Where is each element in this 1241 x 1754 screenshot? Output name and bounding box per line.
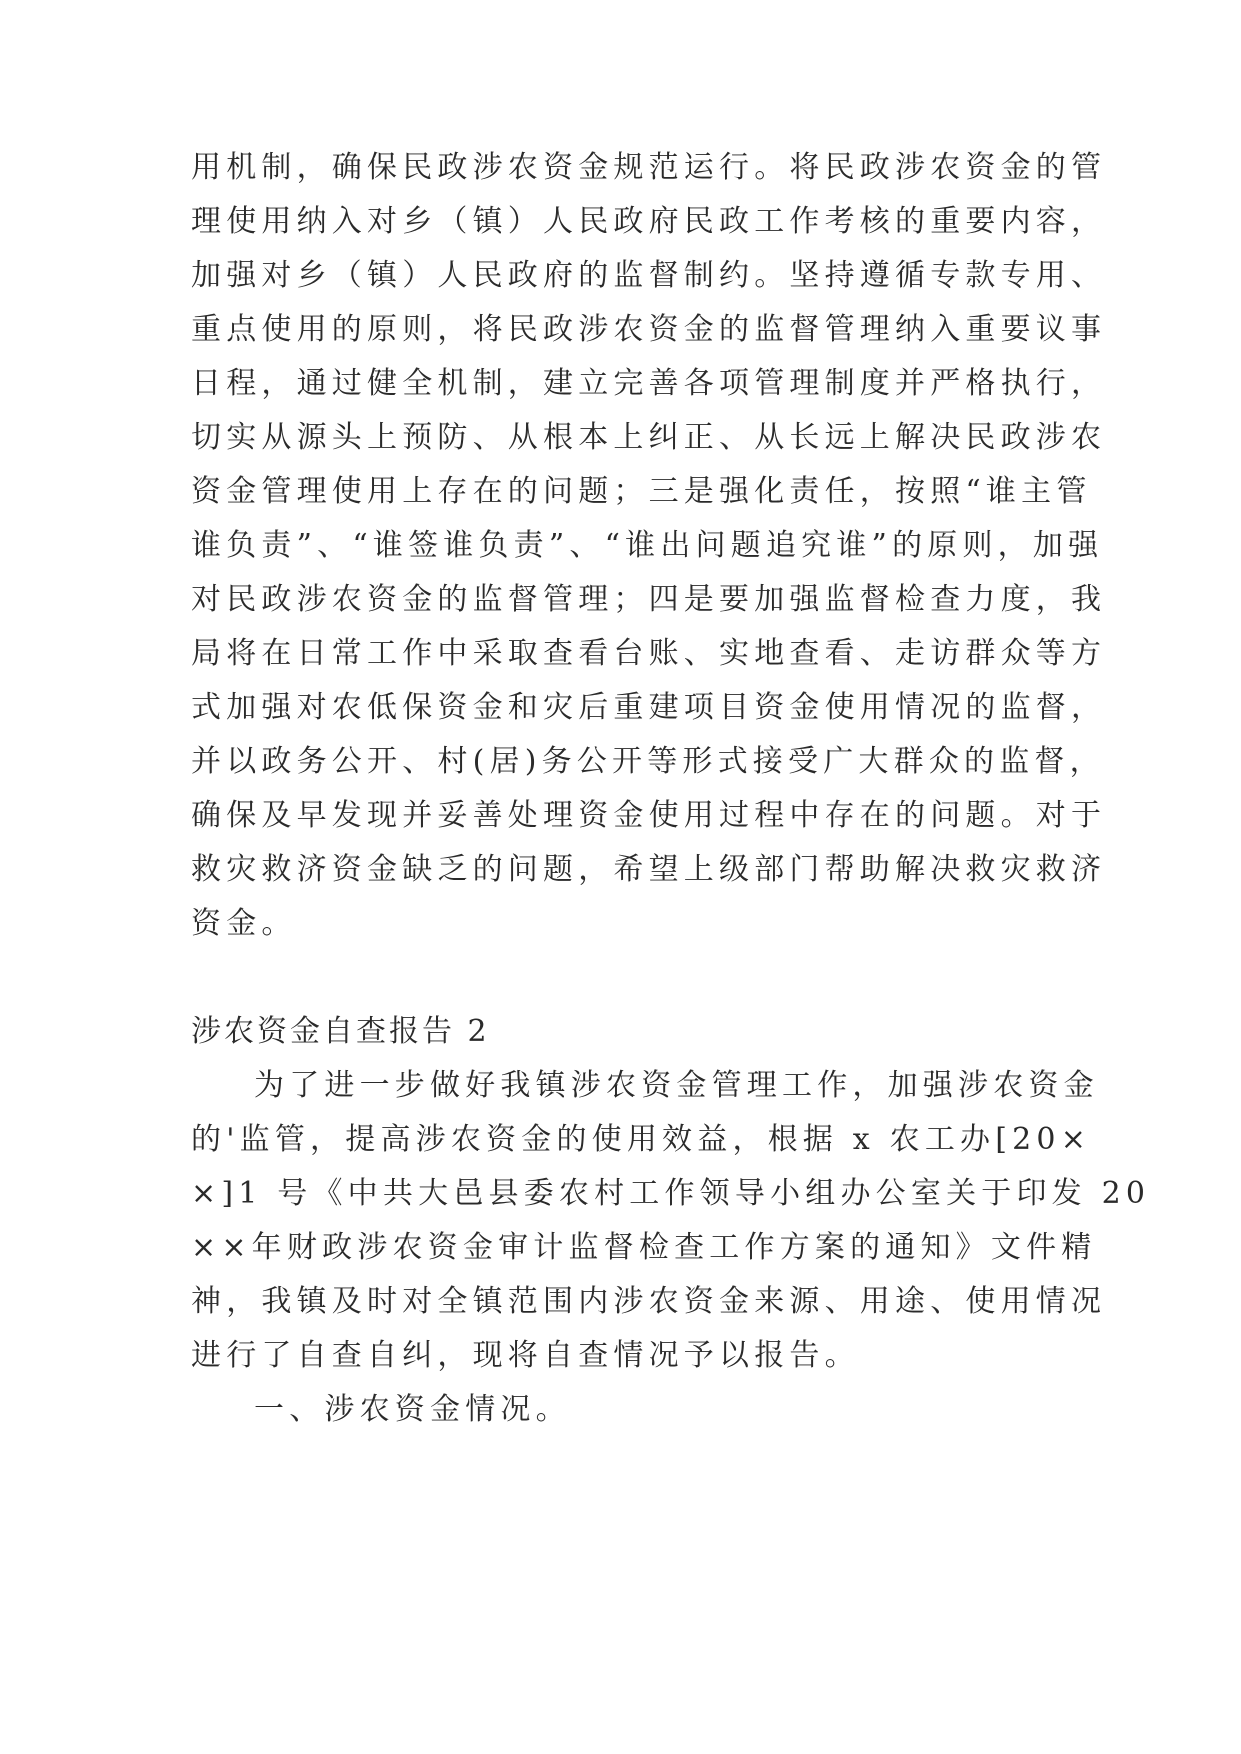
text-line: 日程，通过健全机制，建立完善各项管理制度并严格执行， xyxy=(191,366,1107,401)
text-line: 谁负责”、“谁签谁负责”、“谁出问题追究谁”的原则，加强 xyxy=(191,528,1104,563)
text-line: 资金。 xyxy=(191,906,297,941)
text-line: 对民政涉农资金的监督管理；四是要加强监督检查力度，我 xyxy=(191,582,1107,617)
text-line: 局将在日常工作中采取查看台账、实地查看、走访群众等方 xyxy=(191,636,1107,671)
text-line: 用机制，确保民政涉农资金规范运行。将民政涉农资金的管 xyxy=(191,150,1107,185)
text-line: 资金管理使用上存在的问题；三是强化责任，按照“谁主管 xyxy=(191,474,1092,509)
text-line: 切实从源头上预防、从根本上纠正、从长远上解决民政涉农 xyxy=(191,420,1107,455)
section-title: 涉农资金自查报告 2 xyxy=(191,1014,490,1049)
text-line: 加强对乡（镇）人民政府的监督制约。坚持遵循专款专用、 xyxy=(191,258,1107,293)
text-line: 式加强对农低保资金和灾后重建项目资金使用情况的监督， xyxy=(191,690,1107,725)
text-line: 为了进一步做好我镇涉农资金管理工作，加强涉农资金 xyxy=(254,1068,1099,1103)
text-line: 的'监管，提高涉农资金的使用效益，根据 x 农工办[20× xyxy=(191,1122,1092,1157)
text-line: 进行了自查自纠，现将自查情况予以报告。 xyxy=(191,1338,860,1373)
text-line: 确保及早发现并妥善处理资金使用过程中存在的问题。对于 xyxy=(191,798,1107,833)
text-line: ×]1 号《中共大邑县委农村工作领导小组办公室关于印发 20 xyxy=(191,1176,1151,1211)
text-line: 救灾救济资金缺乏的问题，希望上级部门帮助解决救灾救济 xyxy=(191,852,1107,887)
text-line: 神，我镇及时对全镇范围内涉农资金来源、用途、使用情况 xyxy=(191,1284,1107,1319)
text-line: 并以政务公开、村(居)务公开等形式接受广大群众的监督， xyxy=(191,744,1105,779)
text-line: 重点使用的原则，将民政涉农资金的监督管理纳入重要议事 xyxy=(191,312,1107,347)
text-line: ××年财政涉农资金审计监督检查工作方案的通知》文件精 xyxy=(191,1230,1097,1265)
text-line: 理使用纳入对乡（镇）人民政府民政工作考核的重要内容， xyxy=(191,204,1107,239)
subheading: 一、涉农资金情况。 xyxy=(254,1392,571,1427)
